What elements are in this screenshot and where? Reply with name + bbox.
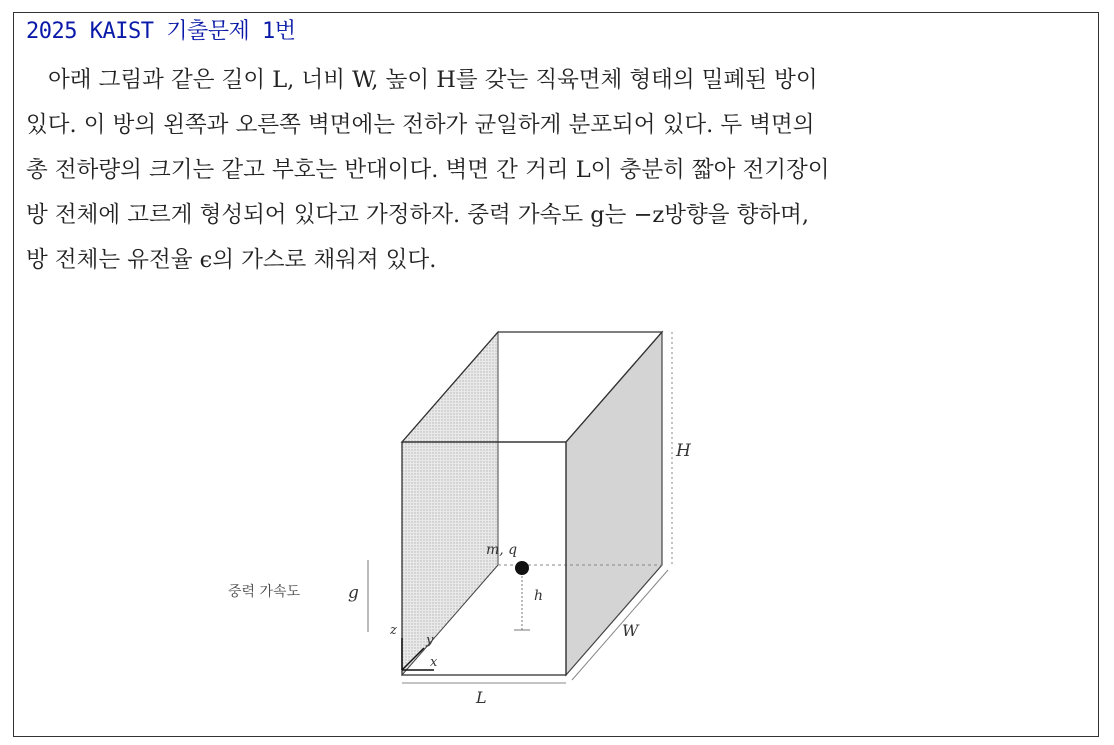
particle-label: m, q: [486, 542, 518, 558]
h-label: h: [534, 588, 544, 604]
problem-line-2: 있다. 이 방의 왼쪽과 오른쪽 벽면에는 전하가 균일하게 분포되어 있다. 두 벽면의: [26, 112, 815, 138]
problem-line-1: 아래 그림과 같은 길이 L, 너비 W, 높이 H를 갖는 직육면체 형태의 밀폐된 방이: [48, 67, 818, 93]
gravity-label: 중력 가속도: [228, 584, 301, 600]
problem-line-4: 방 전체에 고르게 형성되어 있다고 가정하자. 중력 가속도 g는 −z방향을 향하며,: [26, 202, 809, 228]
problem-line-5: 방 전체는 유전율 ϵ의 가스로 채워져 있다.: [26, 247, 437, 273]
axis-x-label: x: [430, 655, 438, 670]
problem-text: [26, 58, 1086, 283]
room-diagram: [210, 320, 730, 720]
charged-particle: [515, 561, 529, 575]
room-diagram-svg: [210, 320, 730, 720]
problem-line-3: 총 전하량의 크기는 같고 부호는 반대이다. 벽면 간 거리 L이 충분히 짧아 전기장이: [26, 157, 830, 183]
width-label: W: [622, 621, 639, 640]
length-label: L: [476, 688, 487, 707]
axis-y-label: y: [426, 633, 434, 648]
axis-z-label: z: [390, 623, 397, 638]
right-wall: [566, 332, 662, 675]
left-wall: [402, 332, 498, 675]
problem-title: 2025 KAIST 기출문제 1번: [26, 19, 296, 44]
height-label: H: [676, 441, 691, 461]
gravity-symbol: g: [348, 583, 359, 603]
